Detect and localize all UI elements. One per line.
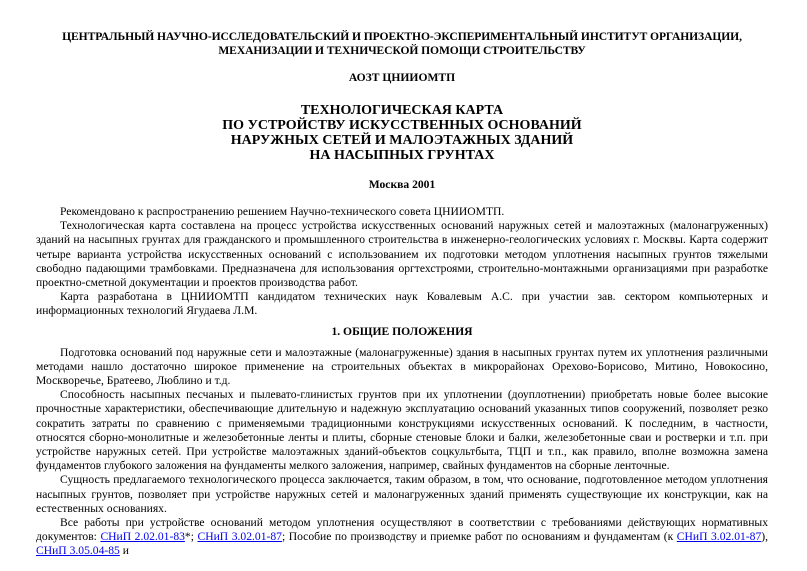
org-line-1: ЦЕНТРАЛЬНЫЙ НАУЧНО-ИССЛЕДОВАТЕЛЬСКИЙ И ПРОЕКТНО-ЭКСПЕРИМЕНТАЛЬНЫЙ ИНСТИТУТ ОРГАНИЗАЦИИ, <box>62 30 742 43</box>
title-line-2: ПО УСТРОЙСТВУ ИСКУССТВЕННЫХ ОСНОВАНИЙ <box>222 118 582 133</box>
link-snip-2-02-01-83[interactable]: СНиП 2.02.01-83 <box>100 530 185 544</box>
document-title <box>36 103 768 163</box>
place-year: Москва 2001 <box>368 178 436 191</box>
section-paragraph-2: Способность насыпных песчаных и пылевато-глинистых грунтов при их уплотнении (доуплотнении) приобретать новые более высокие прочностные характеристики, обеспечивающие длительную и надежную эксплуатацию оснований указанных типов сооружений, позволяет резко сократить затраты по сравнению с применяемыми традиционными конструкциями искусственных оснований. К последним, в частности, относятся сборно-монолитные и железобетонные ленты и плиты, сборные стеновые блоки и балки, железобетонные сваи и ростверки и т.п. при устройстве наружных сетей. При устройстве малоэтажных зданий-объектов соцкультбыта, ТЦП и т.п., как правило, вполне возможна замена фундаментов глубокого заложения на фундаменты мелкого заложения, например, свайных фундаментов на сборные ленточные. <box>36 388 768 473</box>
org-line-2: МЕХАНИЗАЦИИ И ТЕХНИЧЕСКОЙ ПОМОЩИ СТРОИТЕЛЬСТВУ <box>218 44 586 57</box>
title-line-1: ТЕХНОЛОГИЧЕСКАЯ КАРТА <box>300 103 504 118</box>
link-snip-3-02-01-87[interactable]: СНиП 3.02.01-87 <box>197 530 282 544</box>
norms-intro-text: Все работы при устройстве оснований методом уплотнения осуществляют в соответствии с требованиями действующих нормативных документов: <box>36 516 768 544</box>
link-snip-3-02-01-87-second[interactable]: СНиП 3.02.01-87 <box>676 530 762 544</box>
section-paragraph-4 <box>36 516 768 559</box>
intro-paragraph-2: Технологическая карта составлена на процесс устройства искусственных оснований наружных сетей и малоэтажных (малонагруженных) зданий на насыпных грунтах для гражданского и промышленного строительства в инженерно-геологических условиях г. Москвы. Карта содержит четыре варианта устройства искусственных оснований с использованием их подготовки методом уплотнения насыпных грунтов тяжелыми свободно падающими трамбовками. Предназначена для использования оргтехстроями, строительно-монтажными организациями при разработке проектно-сметной документации и проектов производства работ. <box>36 219 768 290</box>
section-paragraph-3: Сущность предлагаемого технологического процесса заключается, таким образом, в том, что основание, подготовленное методом уплотнения насыпных грунтов, позволяет при устройстве наружных сетей и малонагруженных зданий применять существующие их конструкции, как на естественных основаниях. <box>36 473 768 515</box>
title-line-3: НАРУЖНЫХ СЕТЕЙ И МАЛОЭТАЖНЫХ ЗДАНИЙ <box>230 133 574 148</box>
document-page <box>36 30 768 559</box>
norms-text-3: ; Пособие по производству и приемке работ по основаниям и фундаментам (к <box>281 530 674 544</box>
link-snip-3-05-04-85[interactable]: СНиП 3.05.04-85 <box>36 544 120 558</box>
section-heading: 1. ОБЩИЕ ПОЛОЖЕНИЯ <box>331 324 473 338</box>
norms-text-5: и <box>122 544 129 558</box>
section-paragraph-1: Подготовка оснований под наружные сети и малоэтажные (малонагруженные) здания в насыпных грунтах путем их уплотнения различными методами нашло достаточно широкое применение на строительных объектах в микрорайонах Орехово-Борисово, Митино, Новокосино, Москворечье, Братеево, Люблино и т.д. <box>36 345 768 388</box>
intro-paragraph-3: Карта разработана в ЦНИИОМТП кандидатом технических наук Ковалевым А.С. при участии зав. сектором компьютерных и информационных технологий Ягудаева Л.М. <box>36 290 768 318</box>
norms-text-4: ), <box>761 530 769 544</box>
intro-block <box>36 205 768 319</box>
title-line-4: НА НАСЫПНЫХ ГРУНТАХ <box>309 148 495 163</box>
norms-text-2: *; <box>184 530 194 544</box>
organization-name <box>36 30 768 58</box>
company-name: АОЗТ ЦНИИОМТП <box>348 71 456 84</box>
intro-paragraph-1: Рекомендовано к распространению решением Научно-технического совета ЦНИИОМТП. <box>60 205 505 218</box>
